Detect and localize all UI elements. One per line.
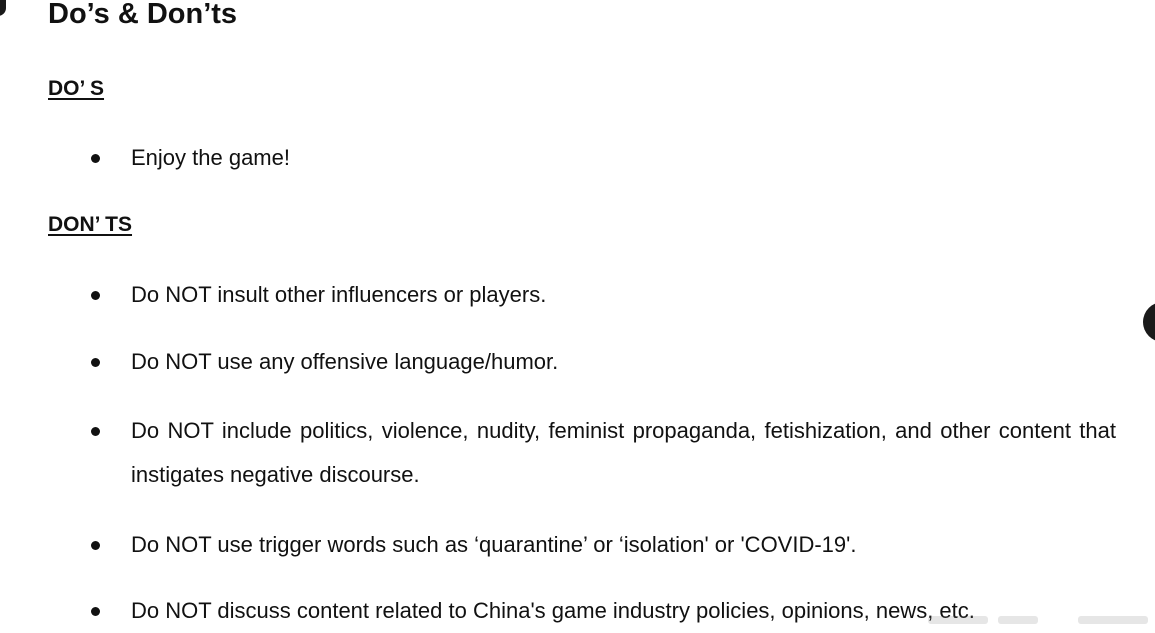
bullet-icon	[91, 607, 100, 616]
list-item-text: Do NOT use trigger words such as ‘quarantine’ or ‘isolation' or 'COVID-19'.	[131, 532, 857, 557]
bullet-icon	[91, 154, 100, 163]
bullet-icon	[91, 358, 100, 367]
list-item-text: Do NOT discuss content related to China's game industry policies, opinions, news, etc.	[131, 598, 975, 623]
list-item-text: Do NOT use any offensive language/humor.	[131, 349, 559, 374]
dos-heading: DO’ S	[48, 77, 105, 100]
donts-heading: DON’ TS	[48, 213, 133, 236]
floating-circle-button[interactable]	[1143, 302, 1155, 342]
list-item-text: Do NOT insult other influencers or players.	[131, 282, 547, 307]
list-item-text: Do NOT include politics, violence, nudity, feminist propaganda, fetishization, and other content that instigates negative discourse.	[131, 418, 1116, 487]
bullet-icon	[91, 291, 100, 300]
watermark-icon	[928, 612, 1148, 628]
list-item-text: Enjoy the game!	[131, 145, 290, 170]
bullet-icon	[91, 427, 100, 436]
page-title: Do’s & Don’ts	[48, 0, 238, 30]
bullet-icon	[91, 541, 100, 550]
left-edge-fragment	[0, 0, 6, 16]
